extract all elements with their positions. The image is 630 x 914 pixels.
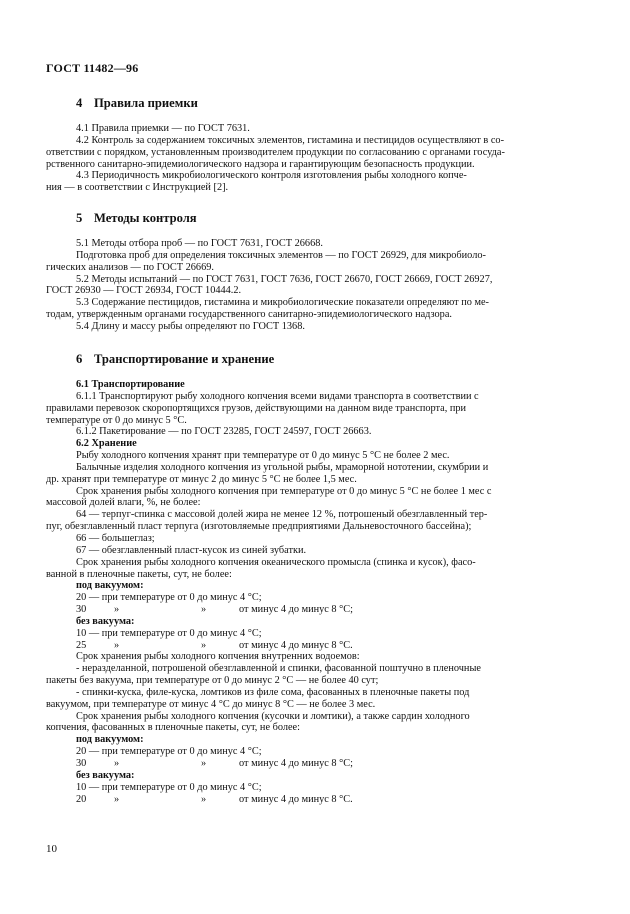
storage-inland-item1-line2: пакеты без вакуума, при температуре от 0 до минус 2 °С — не более 40 сут; <box>46 675 379 687</box>
vacuum-2-row-2-days: 30 <box>76 758 87 769</box>
para-4-3-line1: 4.3 Периодичность микробиологического контроля изготовления рыбы холодного копче- <box>76 170 467 182</box>
storage-para-ocean-line1: Срок хранения рыбы холодного копчения океанического промысла (спинка и кусок), фасо- <box>76 556 476 568</box>
storage-para-3-line2: массовой долей влаги, %, не более: <box>46 497 201 509</box>
no-vacuum-label-2: без вакуума: <box>76 769 135 781</box>
vacuum-label-2: под вакуумом: <box>76 734 144 746</box>
no-vacuum-1-row-2-days: 25 <box>76 639 87 651</box>
para-5-3-line2: тодам, утвержденным органами государственного санитарно-эпидемиологического надзора. <box>46 309 452 321</box>
storage-inland-item1-line1: - неразделанной, потрошеной обезглавленной и спинки, фасованной поштучно в пленочные <box>76 663 481 675</box>
para-5-1: 5.1 Методы отбора проб — по ГОСТ 7631, ГОСТ 26668. <box>76 238 323 249</box>
storage-slices-line1: Срок хранения рыбы холодного копчения (кусочки и ломтики), а также сардин холодного <box>76 710 470 722</box>
no-vacuum-label-1: без вакуума: <box>76 615 135 627</box>
storage-item-66: 66 — большеглаз; <box>76 532 155 544</box>
vacuum-label-1: под вакуумом: <box>76 580 144 592</box>
storage-para-2-line1: Балычные изделия холодного копчения из угольной рыбы, мраморной нототении, скумбрии и <box>76 461 489 473</box>
storage-item-64-line2: пуг, обезглавленный пласт терпуга (изготовляемые предприятиями Дальневосточного бассейна); <box>46 521 472 533</box>
para-4-2-line3: рственного санитарно-эпидемиологического надзора и гарантирующим безопасность продукции. <box>46 158 475 170</box>
no-vacuum-1-row-1: 10 — при температуре от 0 до минус 4 °С; <box>76 627 262 639</box>
section-4-body <box>46 123 584 194</box>
ditto-mark: » <box>201 604 207 616</box>
para-5-4: 5.4 Длину и массу рыбы определяют по ГОСТ 1368. <box>76 320 305 332</box>
no-vacuum-2-row-2-days: 20 <box>76 793 87 805</box>
section-5-title: Методы контроля <box>94 211 197 225</box>
page-number: 10 <box>46 843 57 855</box>
no-vacuum-2-row-1: 10 — при температуре от 0 до минус 4 °С; <box>76 781 262 793</box>
no-vacuum-1-row-2-range: от минус 4 до минус 8 °С. <box>239 639 353 651</box>
storage-item-67: 67 — обезглавленный пласт-кусок из синей зубатки. <box>76 544 307 556</box>
para-5-2-line2: ГОСТ 26930 — ГОСТ 26934, ГОСТ 10444.2. <box>46 285 242 297</box>
ditto-mark: » <box>114 793 120 805</box>
section-6-number: 6 <box>76 352 83 366</box>
section-5-number: 5 <box>76 211 83 225</box>
ditto-mark: » <box>201 758 207 769</box>
para-4-2-line2: ответствии с порядком, установленным производителем продукции по согласованию с органами госуда- <box>46 146 505 158</box>
ditto-mark: » <box>114 639 120 651</box>
vacuum-1-row-2-days: 30 <box>76 604 87 616</box>
no-vacuum-1-row-2 <box>76 640 584 652</box>
storage-para-2-line2: др. хранят при температуре от минус 2 до минус 5 °С не более 1,5 мес. <box>46 473 357 485</box>
section-6-title: Транспортирование и хранение <box>94 352 275 366</box>
storage-inland-title: Срок хранения рыбы холодного копчения внутренних водоемов: <box>76 651 360 663</box>
vacuum-1-row-1: 20 — при температуре от 0 до минус 4 °С; <box>76 592 262 604</box>
para-6-1-2: 6.1.2 Пакетирование — по ГОСТ 23285, ГОСТ 24597, ГОСТ 26663. <box>76 426 372 438</box>
storage-inland-item2-line1: - спинки-куска, филе-куска, ломтиков из филе сома, фасованных в пленочные пакеты под <box>76 686 470 698</box>
no-vacuum-2-row-2-range: от минус 4 до минус 8 °С. <box>239 793 353 805</box>
para-4-2-line1: 4.2 Контроль за содержанием токсичных элементов, гистамина и пестицидов осуществляют в со- <box>76 134 504 146</box>
vacuum-2-row-2-range: от минус 4 до минус 8 °С; <box>239 758 353 769</box>
para-5-1-prep-line1: Подготовка проб для определения токсичных элементов — по ГОСТ 26929, для микробиоло- <box>76 249 486 261</box>
storage-para-1: Рыбу холодного копчения хранят при температуре от 0 до минус 5 °С не более 2 мес. <box>76 450 450 462</box>
section-5-body <box>46 238 584 333</box>
storage-item-64-line1: 64 — терпуг-спинка с массовой долей жира не менее 12 %, потрошеный обезглавленный тер- <box>76 509 488 521</box>
no-vacuum-2-row-2 <box>76 794 584 806</box>
subsection-6-2-title: 6.2 Хранение <box>76 438 137 450</box>
ditto-mark: » <box>114 604 120 616</box>
vacuum-2-row-1: 20 — при температуре от 0 до минус 4 °С; <box>76 746 262 758</box>
subsection-6-1-title: 6.1 Транспортирование <box>76 379 185 390</box>
storage-slices-line2: копчения, фасованных в пленочные пакеты, сут, не более: <box>46 722 300 734</box>
para-4-1: 4.1 Правила приемки — по ГОСТ 7631. <box>76 123 250 134</box>
storage-para-3-line1: Срок хранения рыбы холодного копчения при температуре от 0 до минус 5 °С не более 1 мес с <box>76 485 492 497</box>
vacuum-2-row-2 <box>76 758 584 770</box>
para-6-1-1-line1: 6.1.1 Транспортируют рыбу холодного копчения всеми видами транспорта в соответствии с <box>76 390 479 402</box>
ditto-mark: » <box>201 639 207 651</box>
section-4-heading <box>76 96 198 111</box>
ditto-mark: » <box>114 758 120 769</box>
para-5-1-prep-line2: гических анализов — по ГОСТ 26669. <box>46 261 214 273</box>
section-6-heading <box>76 352 274 367</box>
section-5-heading <box>76 211 197 226</box>
section-6-body <box>46 379 584 805</box>
vacuum-1-row-2-range: от минус 4 до минус 8 °С; <box>239 604 353 616</box>
para-6-1-1-line2: правилами перевозок скоропортящихся грузов, действующими на данном виде транспорта, при <box>46 402 467 414</box>
storage-para-ocean-line2: ванной в пленочные пакеты, сут, не более: <box>46 568 232 580</box>
para-6-1-1-line3: температуре от 0 до минус 5 °С. <box>46 414 187 426</box>
para-4-3-line2: ния — в соответствии с Инструкцией [2]. <box>46 182 229 194</box>
section-4-title: Правила приемки <box>94 96 198 110</box>
storage-inland-item2-line2: вакуумом, при температуре от минус 4 °С до минус 8 °С — не более 3 мес. <box>46 698 376 710</box>
document-header: ГОСТ 11482—96 <box>46 61 139 75</box>
para-5-3-line1: 5.3 Содержание пестицидов, гистамина и микробиологические показатели определяют по ме- <box>76 297 489 309</box>
section-4-number: 4 <box>76 96 83 110</box>
ditto-mark: » <box>201 793 207 805</box>
para-5-2-line1: 5.2 Методы испытаний — по ГОСТ 7631, ГОСТ 7636, ГОСТ 26670, ГОСТ 26669, ГОСТ 26927, <box>76 273 493 285</box>
vacuum-1-row-2 <box>76 604 584 616</box>
